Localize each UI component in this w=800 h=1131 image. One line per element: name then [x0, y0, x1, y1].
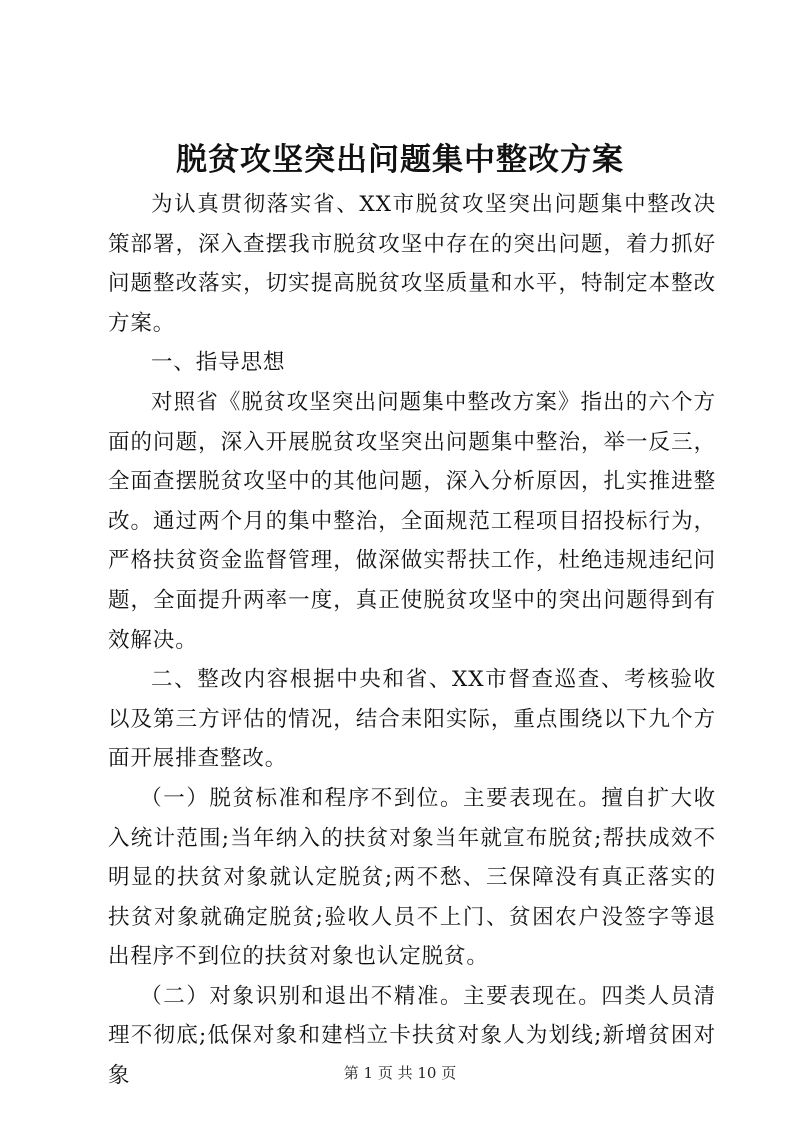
item-2-paragraph: （二）对象识别和退出不精准。主要表现在。四类人员清理不彻底;低保对象和建档立卡扶贫对象人为划线;新增贫困对象	[108, 983, 716, 1089]
document-body	[108, 185, 716, 1096]
document-title: 脱贫攻坚突出问题集中整改方案	[176, 142, 624, 178]
page-footer: 第 1 页 共 10 页	[343, 1064, 457, 1082]
section-heading-guiding-ideology: 一、指导思想	[151, 350, 286, 376]
intro-paragraph: 为认真贯彻落实省、XX市脱贫攻坚突出问题集中整改决策部署，深入查摆我市脱贫攻坚中存在的突出问题，着力抓好问题整改落实，切实提高脱贫攻坚质量和水平，特制定本整改方案。	[108, 192, 716, 336]
rectification-content-paragraph: 二、整改内容根据中央和省、XX市督查巡查、考核验收以及第三方评估的情况，结合耒阳实际，重点围绕以下九个方面开展排查整改。	[108, 667, 716, 772]
guiding-ideology-paragraph: 对照省《脱贫攻坚突出问题集中整改方案》指出的六个方面的问题，深入开展脱贫攻坚突出问题集中整治，举一反三，全面查摆脱贫攻坚中的其他问题，深入分析原因，扎实推进整改。通过两个月的集中整治，全面规范工程项目招投标行为，严格扶贫资金监督管理，做深做实帮扶工作，杜绝违规违纪问题，全面提升两率一度，真正使脱贫攻坚中的突出问题得到有效解决。	[108, 389, 716, 653]
item-1-paragraph: （一）脱贫标准和程序不到位。主要表现在。擅自扩大收入统计范围;当年纳入的扶贫对象当年就宣布脱贫;帮扶成效不明显的扶贫对象就认定脱贫;两不愁、三保障没有真正落实的扶贫对象就确定脱贫;验收人员不上门、贫困农户没签字等退出程序不到位的扶贫对象也认定脱贫。	[108, 785, 716, 970]
